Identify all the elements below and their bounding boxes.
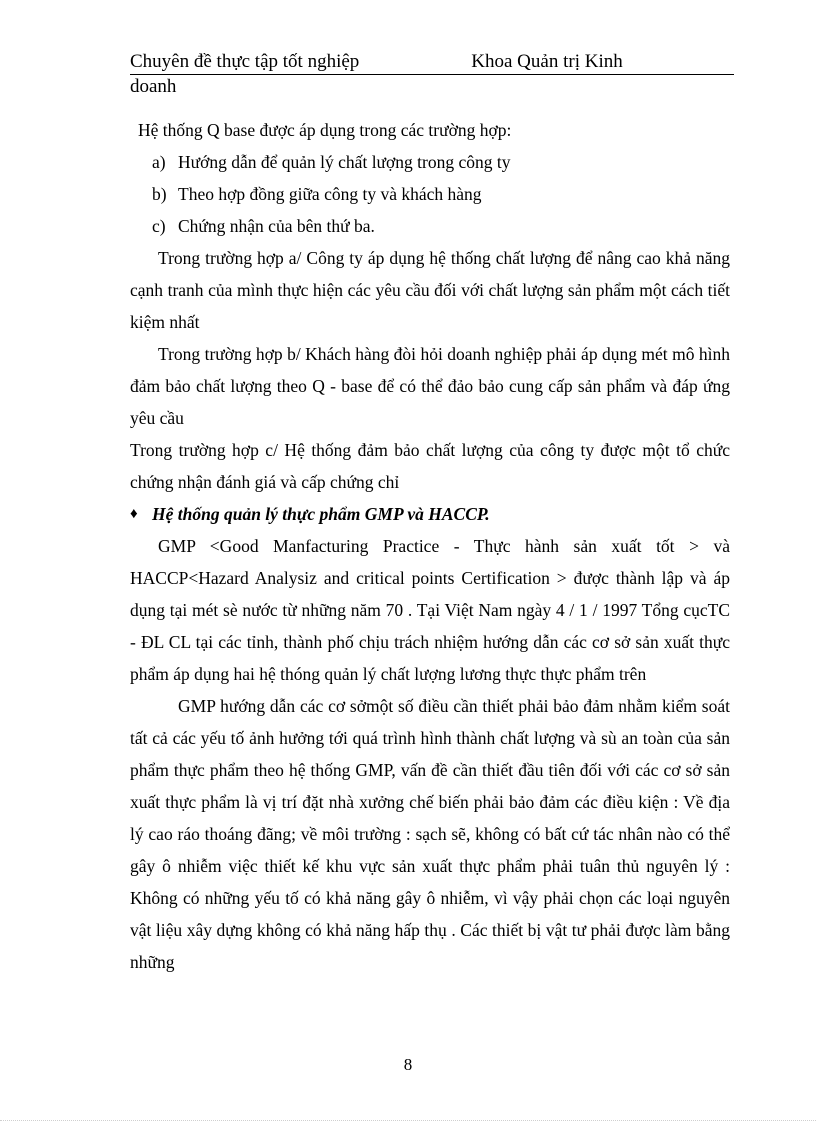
list-item <box>130 178 730 210</box>
diamond-bullet-icon: ♦ <box>130 506 138 522</box>
list-text: Chứng nhận của bên thứ ba. <box>178 216 375 236</box>
list-marker: b) <box>152 184 167 204</box>
section-heading <box>130 498 730 530</box>
intro-line: Hệ thống Q base được áp dụng trong các trường hợp: <box>138 120 512 140</box>
page-number: 8 <box>403 1055 413 1074</box>
paragraph-case-c: Trong trường hợp c/ Hệ thống đảm bảo chất lượng của công ty được một tổ chức chứng nhận đánh giá và cấp chứng chỉ <box>130 440 730 492</box>
list-item <box>130 146 730 178</box>
header-faculty: Khoa Quản trị Kinh <box>471 51 623 72</box>
application-cases-list <box>130 146 730 242</box>
header-line <box>130 50 734 75</box>
page-header <box>130 50 734 99</box>
paragraph-case-b: Trong trường hợp b/ Khách hàng đòi hỏi doanh nghiệp phải áp dụng mét mô hình đảm bảo chất lượng theo Q - base để có thể đảo bảo cung cấp sản phẩm và đáp ứng yêu cầu <box>130 344 730 428</box>
paragraph-gmp-intro: GMP <Good Manfacturing Practice - Thực hành sản xuất tốt > và HACCP<Hazard Analysiz and critical points Certification > được thành lập và áp dụng tại mét sè nước từ những năm 70 . Tại Việt Nam ngày 4 / 1 / 1997 Tổng cụcTC - ĐL CL tại các tỉnh, thành phố chịu trách nhiệm hướng dẫn các cơ sở sản xuất thực phẩm áp dụng hai hệ thóng quản lý chất lượng lương thực thực phẩm trên <box>130 536 730 684</box>
page-bottom-rule <box>0 1120 816 1121</box>
header-thesis-title: Chuyên đề thực tập tốt nghiệp <box>130 51 360 72</box>
list-item <box>130 210 730 242</box>
paragraph-gmp-guidance: GMP hướng dẫn các cơ sởmột số điều cần thiết phải bảo đảm nhằm kiểm soát tất cả các yếu tố ảnh hưởng tới quá trình hình thành chất lượng và sù an toàn của sản phẩm thực phẩm theo hệ thống GMP, vấn đề cần thiết đầu tiên đối với các cơ sở sản xuất thực phẩm là vị trí đặt nhà xưởng chế biến phải bảo đảm các điều kiện : Về địa lý cao ráo thoáng đãng; về môi trường : sạch sẽ, không có bất cứ tác nhân nào có thể gây ô nhiễm việc thiết kế khu vực sản xuất thực phẩm phải tuân thủ nguyên lý : Không có những yếu tố có khả năng gây ô nhiễm, vì vậy phải chọn các loại nguyên vật liệu xây dựng không có khả năng hấp thụ . Các thiết bị vật tư phải được làm bằng những <box>130 696 730 972</box>
section-heading-text: Hệ thống quản lý thực phẩm GMP và HACCP. <box>152 504 490 524</box>
paragraph-case-a: Trong trường hợp a/ Công ty áp dụng hệ thống chất lượng để nâng cao khả năng cạnh tranh của mình thực hiện các yêu cầu đối với chất lượng sản phẩm một cách tiết kiệm nhất <box>130 248 730 332</box>
list-text: Hướng dẫn để quản lý chất lượng trong công ty <box>178 152 511 172</box>
header-faculty-continuation: doanh <box>130 76 177 97</box>
page-body <box>130 114 730 978</box>
list-marker: a) <box>152 152 166 172</box>
list-text: Theo hợp đồng giữa công ty và khách hàng <box>178 184 482 204</box>
list-marker: c) <box>152 216 166 236</box>
